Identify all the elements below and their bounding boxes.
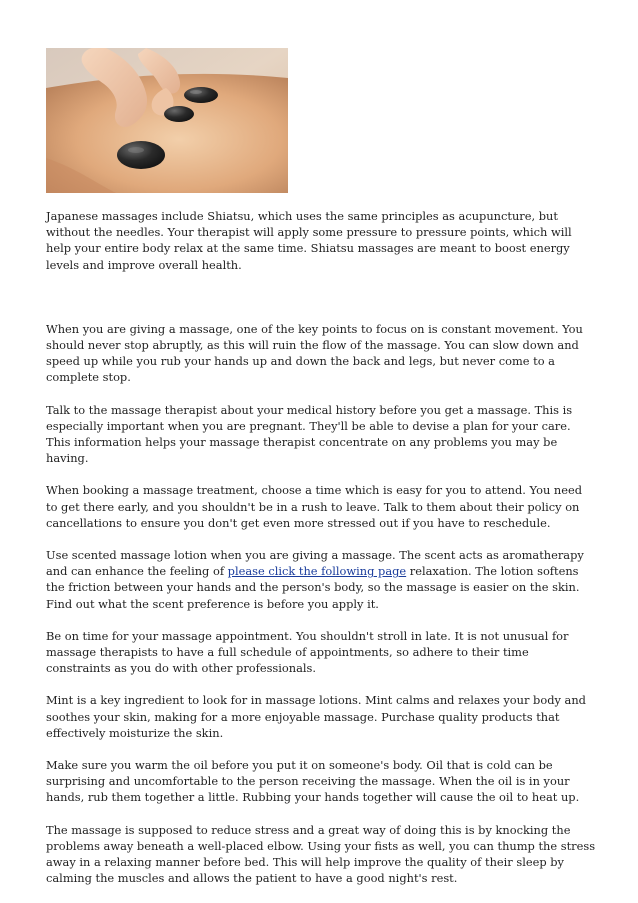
paragraph-medical-history: Talk to the massage therapist about your medical history before you get a massage. This is especially important when you are pregnant. They'll be able to devise a plan for your care. This information helps your massage therapist concentrate on any problems you may be having.: [46, 402, 573, 466]
paragraph-warm-oil: Make sure you warm the oil before you put it on someone's body. Oil that is cold can be surprising and uncomfortable to the person receiving the massage. When the oil is in your hands, rub them together a little. Rubbing your hands together will cause the oil to heat up.: [46, 758, 580, 805]
paragraph-text: relaxation. The lotion softens the friction between your hands and the person's body, so the massage is easier on the skin. Find out what the scent preference is before you apply it.: [46, 564, 580, 611]
paragraph-reduce-stress: The massage is supposed to reduce stress and a great way of doing this is by knocking the problems away beneath a well-placed elbow. Using your fists as well, you can thump the stress away in a relaxing manner before bed. This will help improve the quality of their sleep by calming the muscles and allows the patient to have a good night's rest.: [46, 822, 596, 886]
paragraph-shiatsu: Japanese massages include Shiatsu, which uses the same principles as acupuncture, but without the needles. Your therapist will apply some pressure to pressure points, which will help your entire body relax at the same time. Shiatsu massages are meant to boost energy levels and improve overall health.: [46, 209, 572, 272]
paragraph-on-time: Be on time for your massage appointment. You shouldn't stroll in late. It is not unusual for massage therapists to have a full schedule of appointments, so adhere to their time constraints as you do with other professionals.: [46, 628, 569, 676]
article-body: [46, 208, 596, 903]
paragraph-constant-movement: When you are giving a massage, one of the key points to focus on is constant movement. You should never stop abruptly, as this will ruin the flow of the massage. You can slow down and speed up while you rub your hands up and down the back and legs, but never come to a complete stop.: [46, 321, 583, 385]
paragraph-booking: When booking a massage treatment, choose a time which is easy for you to attend. You need to get there early, and you shouldn't be in a rush to leave. Talk to them about their policy on cancellations to ensure you don't get even more stressed out if you have to reschedule.: [46, 483, 583, 530]
paragraph-scented-lotion: [46, 547, 596, 612]
inline-link[interactable]: please click the following page: [227, 564, 407, 579]
paragraph-text: Use scented massage lotion when you are giving a massage. The scent acts as aromatherapy and can enhance the feeling of: [46, 548, 584, 579]
massage-photo: [46, 48, 288, 193]
paragraph-mint: Mint is a key ingredient to look for in massage lotions. Mint calms and relaxes your body and soothes your skin, making for a more enjoyable massage. Purchase quality products that effectively moisturize the skin.: [46, 693, 586, 740]
